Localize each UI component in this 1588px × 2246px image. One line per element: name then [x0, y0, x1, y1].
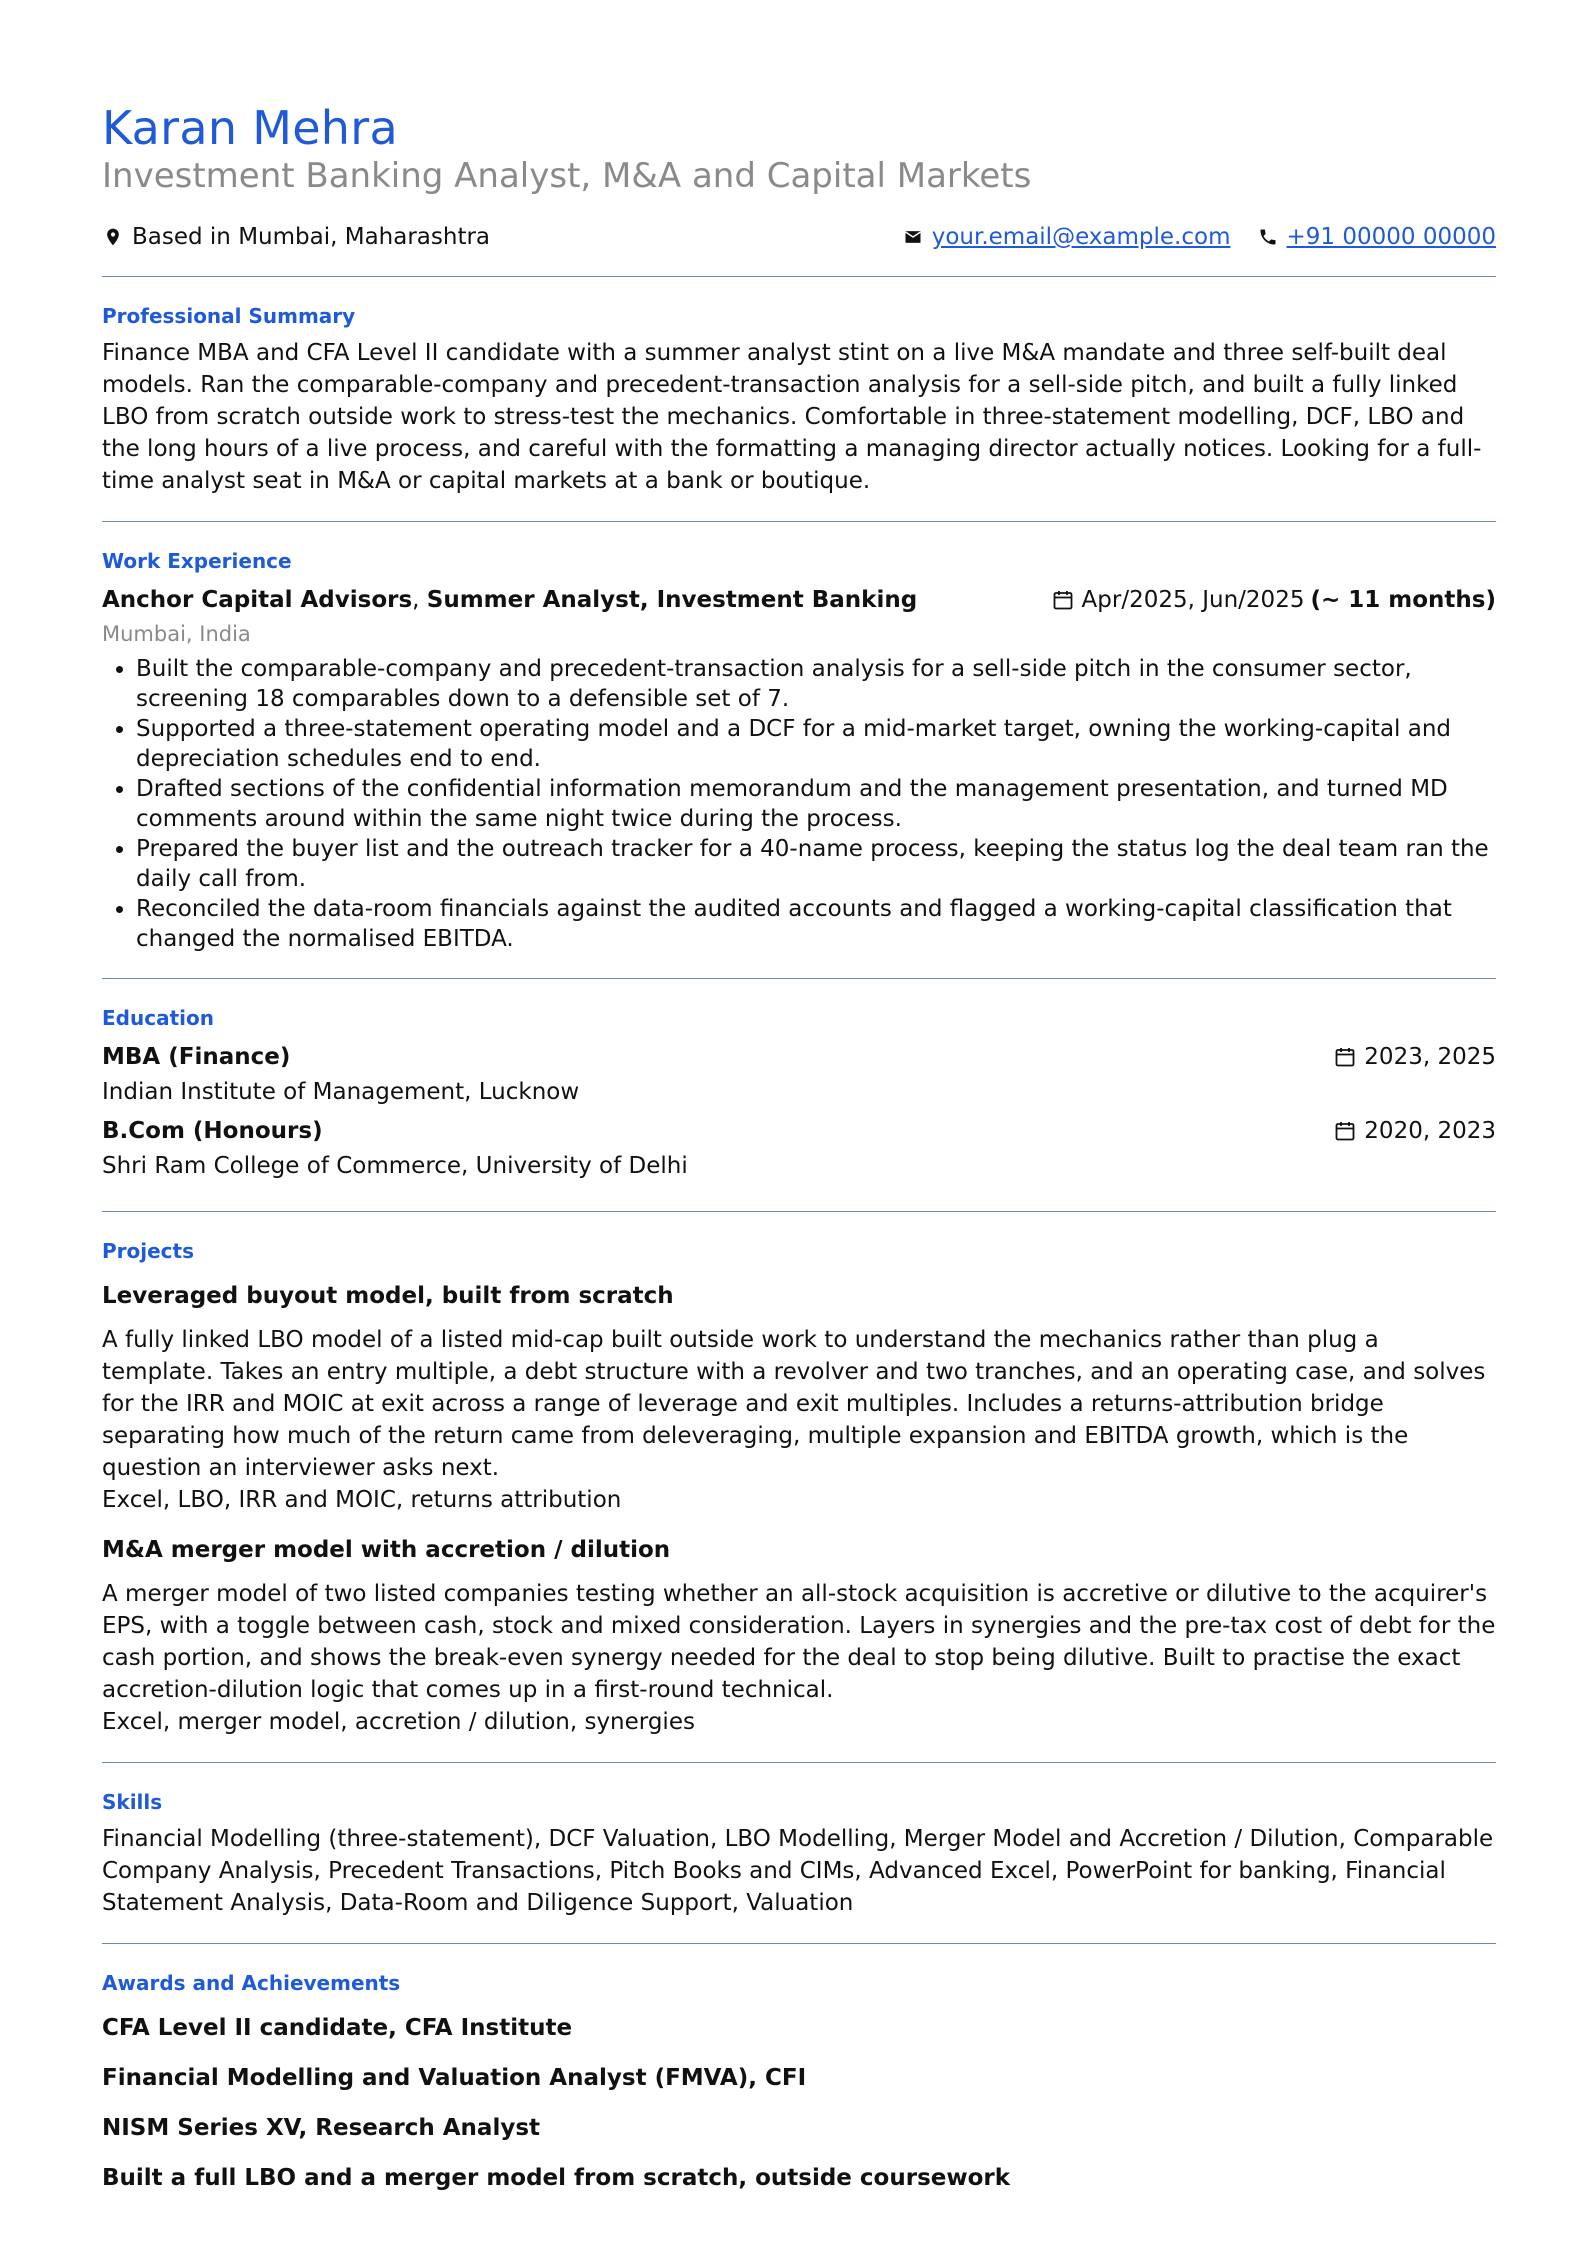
phone-link[interactable]: +91 00000 00000 — [1286, 224, 1496, 250]
education-section — [102, 979, 1496, 1211]
project-tags: Excel, LBO, IRR and MOIC, returns attribution — [102, 1487, 622, 1513]
experience-entry-head: Anchor Capital Advisors, Summer Analyst, Investment Banking Apr/2025, Jun/2025 (~ 11 months) — [102, 582, 1496, 618]
projects-section — [102, 1212, 1496, 1762]
education-dates: 2020, 2023 — [1364, 1118, 1496, 1144]
calendar-icon — [1332, 1118, 1358, 1144]
project-name: Leveraged buyout model, built from scratch — [102, 1283, 674, 1309]
role-title: Summer Analyst, Investment Banking — [426, 587, 918, 613]
project-tags: Excel, merger model, accretion / dilution, synergies — [102, 1709, 695, 1735]
list-item: • Prepared the buyer list and the outreach tracker for a 40-name process, keeping the status log the deal team ran the daily call from. — [136, 834, 1496, 894]
education-title: Education — [102, 1006, 214, 1030]
awards-section — [102, 1944, 1496, 2194]
degree-name: MBA (Finance) — [102, 1044, 291, 1070]
candidate-headline: Investment Banking Analyst, M&A and Capital Markets — [102, 156, 1032, 196]
project-description: A fully linked LBO model of a listed mid-cap built outside work to understand the mechanics rather than plug a template. Takes an entry multiple, a debt structure with a revolver and two tranches, and an operating case, and solves for the IRR and MOIC at exit across a range of leverage and exit multiples. Includes a returns-attribution bridge separating how much of the return came from deleveraging, multiple expansion and EBITDA growth, which is the question an interviewer asks next. — [102, 1327, 1486, 1481]
calendar-icon — [1332, 1044, 1358, 1070]
list-item: • Built the comparable-company and precedent-transaction analysis for a sell-side pitch in the consumer sector, screening 18 comparables down to a defensible set of 7. — [136, 654, 1496, 714]
header — [102, 100, 1496, 256]
project-entry — [102, 1280, 1496, 1516]
project-entry — [102, 1534, 1496, 1738]
education-entry — [102, 1039, 1496, 1109]
location-item — [102, 224, 490, 250]
award-item: CFA Level II candidate, CFA Institute — [102, 2015, 573, 2041]
project-description: A merger model of two listed companies testing whether an all-stock acquisition is accretive or dilutive to the acquirer's EPS, with a toggle between cash, stock and mixed consideration. Layers in synergies and the pre-tax cost of debt for the cash portion, and shows the break-even synergy needed for the deal to stop being dilutive. Built to practise the exact accretion-dilution logic that comes up in a first-round technical. — [102, 1581, 1496, 1703]
degree-name: B.Com (Honours) — [102, 1118, 323, 1144]
experience-duration: (~ 11 months) — [1310, 587, 1496, 613]
summary-title: Professional Summary — [102, 304, 356, 328]
contact-row — [102, 218, 1496, 256]
education-dates: 2023, 2025 — [1364, 1044, 1496, 1070]
phone-item — [1257, 224, 1497, 250]
company-name: Anchor Capital Advisors — [102, 587, 413, 613]
location-text: Based in Mumbai, Maharashtra — [132, 224, 491, 250]
award-item: Financial Modelling and Valuation Analyst (FMVA), CFI — [102, 2065, 807, 2091]
projects-title: Projects — [102, 1239, 195, 1263]
experience-dates — [1050, 582, 1496, 618]
phone-icon — [1257, 226, 1279, 248]
experience-date-range: Apr/2025, Jun/2025 — [1081, 587, 1305, 613]
calendar-icon — [1050, 587, 1076, 613]
award-item: Built a full LBO and a merger model from scratch, outside coursework — [102, 2165, 1011, 2191]
experience-location: Mumbai, India — [102, 622, 251, 646]
list-item: • Supported a three-statement operating model and a DCF for a mid-market target, owning the working-capital and depreciation schedules end to end. — [136, 714, 1496, 774]
education-entry — [102, 1113, 1496, 1183]
experience-bullets — [136, 654, 1496, 954]
summary-section — [102, 277, 1496, 521]
skills-title: Skills — [102, 1790, 163, 1814]
email-item — [902, 224, 1231, 250]
school-name: Shri Ram College of Commerce, University of Delhi — [102, 1153, 688, 1179]
candidate-name: Karan Mehra — [102, 101, 398, 155]
school-name: Indian Institute of Management, Lucknow — [102, 1079, 580, 1105]
list-item: • Drafted sections of the confidential information memorandum and the management presentation, and turned MD comments around within the same night twice during the process. — [136, 774, 1496, 834]
location-pin-icon — [102, 226, 124, 248]
summary-text: Finance MBA and CFA Level II candidate with a summer analyst stint on a live M&A mandate and three self-built deal models. Ran the comparable-company and precedent-transaction analysis for a sell-side pitch, and built a fully linked LBO from scratch outside work to stress-test the mechanics. Comfortable in three-statement modelling, DCF, LBO and the long hours of a live process, and careful with the formatting a managing director actually notices. Looking for a full-time analyst seat in M&A or capital markets at a bank or boutique. — [102, 340, 1482, 494]
email-link[interactable]: your.email@example.com — [931, 224, 1231, 250]
project-name: M&A merger model with accretion / dilution — [102, 1537, 671, 1563]
list-item: • Reconciled the data-room financials against the audited accounts and flagged a working-capital classification that changed the normalised EBITDA. — [136, 894, 1496, 954]
skills-text: Financial Modelling (three-statement), DCF Valuation, LBO Modelling, Merger Model and Accretion / Dilution, Comparable Company Analysis, Precedent Transactions, Pitch Books and CIMs, Advanced Excel, PowerPoint for banking, Financial Statement Analysis, Data-Room and Diligence Support, Valuation — [102, 1826, 1494, 1916]
skills-section — [102, 1763, 1496, 1943]
mail-icon — [902, 226, 924, 248]
awards-title: Awards and Achievements — [102, 1971, 401, 1995]
experience-section — [102, 522, 1496, 978]
award-item: NISM Series XV, Research Analyst — [102, 2115, 540, 2141]
experience-title: Work Experience — [102, 549, 292, 573]
